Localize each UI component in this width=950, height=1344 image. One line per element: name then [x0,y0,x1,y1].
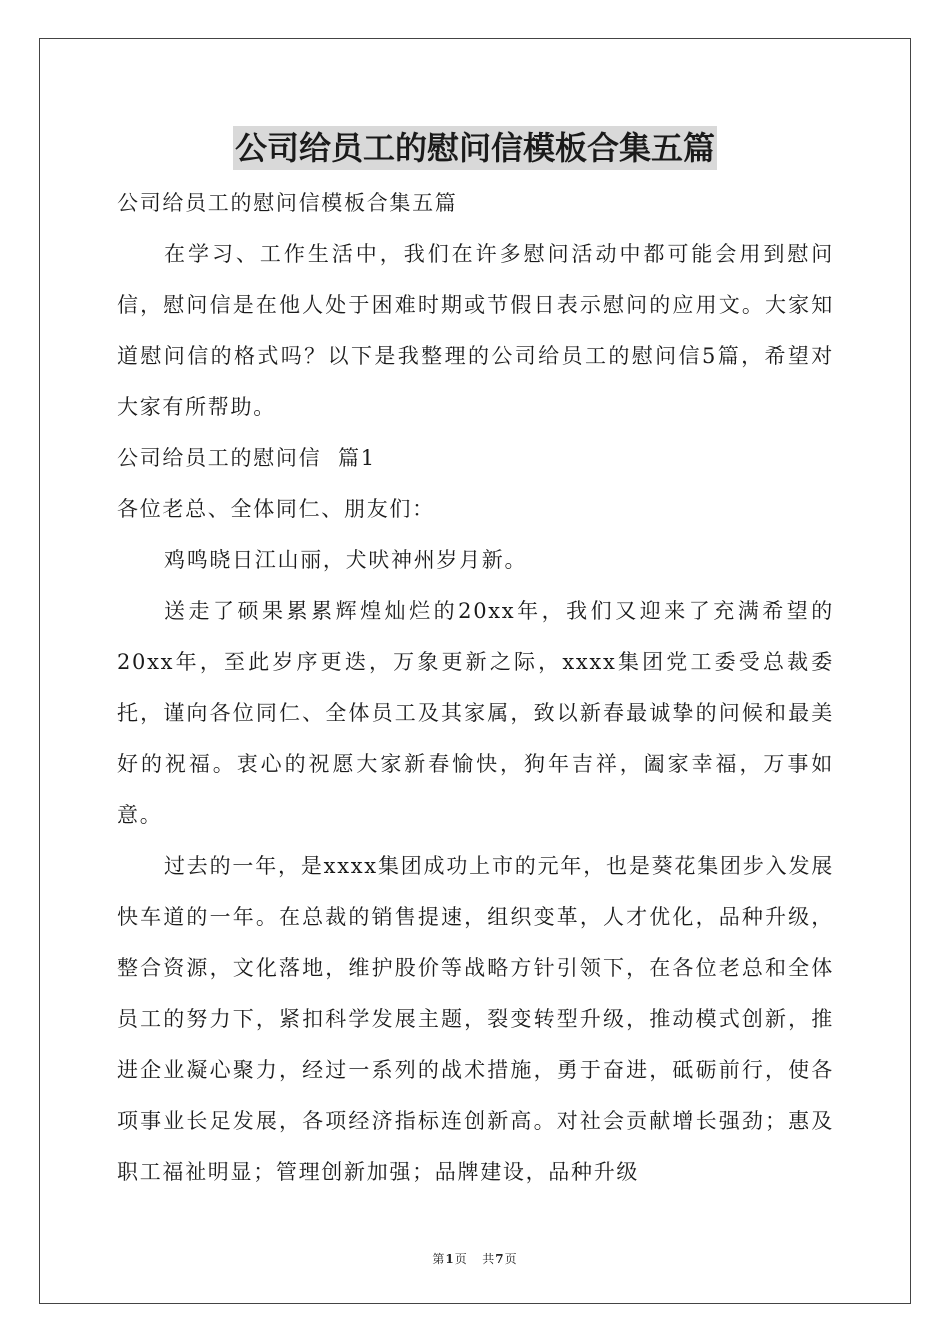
section-heading: 公司给员工的慰问信 篇1 [117,446,376,470]
footer-page-mid: 页 共 [454,1252,496,1266]
footer-page-prefix: 第 [432,1252,446,1266]
footer-page-suffix: 页 [504,1252,518,1266]
document-subtitle: 公司给员工的慰问信模板合集五篇 [117,191,458,215]
paragraph-2: 送走了硕果累累辉煌灿烂的20xx年，我们又迎来了充满希望的20xx年，至此岁序更迭，万象更新之际，xxxx集团党工委受总裁委托，谨向各位同仁、全体员工及其家属，致以新春最诚挚的问候和最美好的祝福。衷心的祝愿大家新春愉快，狗年吉祥，阖家幸福，万事如意。 [117,599,834,827]
paragraph-1: 鸡鸣晓日江山丽，犬吠神州岁月新。 [164,548,528,572]
footer-page-current: 1 [445,1252,455,1266]
title-container [0,126,950,170]
paragraph-3: 过去的一年，是xxxx集团成功上市的元年，也是葵花集团步入发展快车道的一年。在总裁的销售提速，组织变革，人才优化，品种升级，整合资源，文化落地，维护股价等战略方针引领下，在各位老总和全体员工的努力下，紧扣科学发展主题，裂变转型升级，推动模式创新，推进企业凝心聚力，经过一系列的战术措施，勇于奋进，砥砺前行，使各项事业长足发展，各项经济指标连创新高。对社会贡献增长强劲；惠及职工福祉明显；管理创新加强；品牌建设，品种升级 [117,854,834,1184]
document-body [117,178,834,1198]
footer-page-total: 7 [495,1252,505,1266]
page-footer [0,1250,950,1267]
intro-paragraph: 在学习、工作生活中，我们在许多慰问活动中都可能会用到慰问信，慰问信是在他人处于困难时期或节假日表示慰问的应用文。大家知道慰问信的格式吗？以下是我整理的公司给员工的慰问信5篇，希望对大家有所帮助。 [117,242,834,419]
salutation: 各位老总、全体同仁、朋友们： [117,497,435,521]
document-title: 公司给员工的慰问信模板合集五篇 [233,126,717,170]
